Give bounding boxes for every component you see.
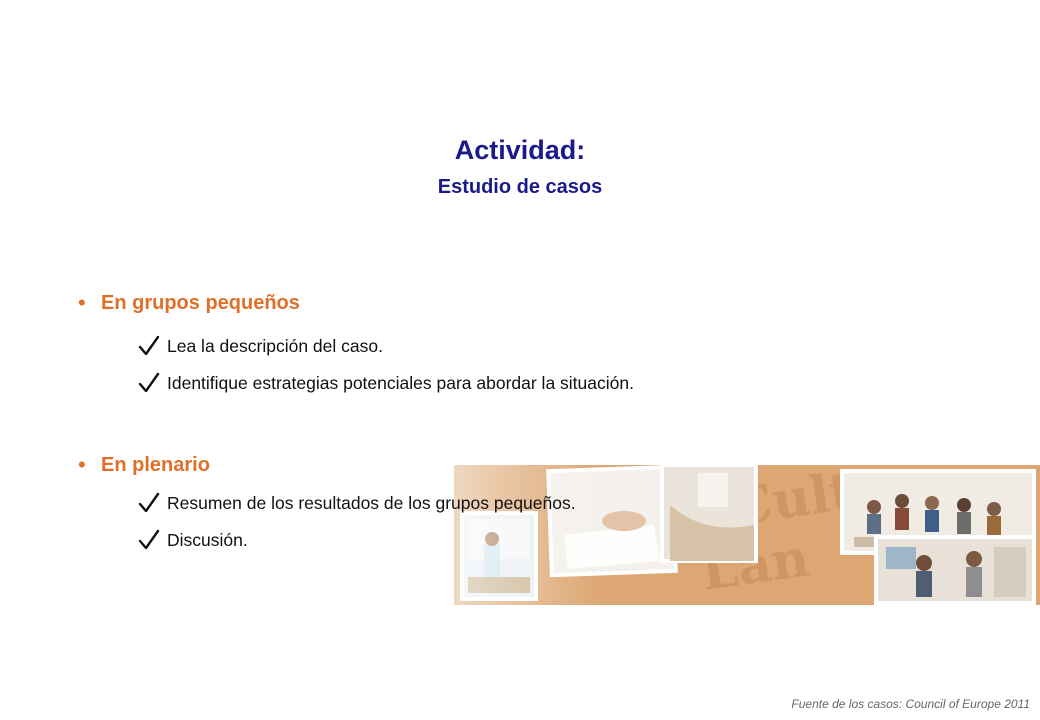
bullet-dot-icon: •	[78, 290, 86, 315]
list-item-text: Lea la descripción del caso.	[167, 336, 383, 356]
list-item-text: Identifique estrategias potenciales para abordar la situación.	[167, 373, 634, 393]
checkmark-icon	[138, 334, 160, 358]
photo-collage-graphic	[454, 465, 1040, 605]
checkmark-icon	[138, 371, 160, 395]
photo-collage-image	[454, 465, 1040, 605]
source-footnote: Fuente de los casos: Council of Europe 2011	[791, 697, 1030, 711]
slide-subtitle: Estudio de casos	[437, 176, 603, 198]
slide-title: Actividad:	[454, 135, 586, 165]
list-item-text: Discusión.	[167, 530, 248, 550]
checkmark-icon	[138, 528, 160, 552]
section-heading: En grupos pequeños	[101, 292, 300, 314]
section-heading: En plenario	[101, 454, 210, 476]
bullet-dot-icon: •	[78, 452, 86, 477]
checkmark-icon	[138, 491, 160, 515]
list-item-text: Resumen de los resultados de los grupos pequeños.	[167, 493, 576, 513]
